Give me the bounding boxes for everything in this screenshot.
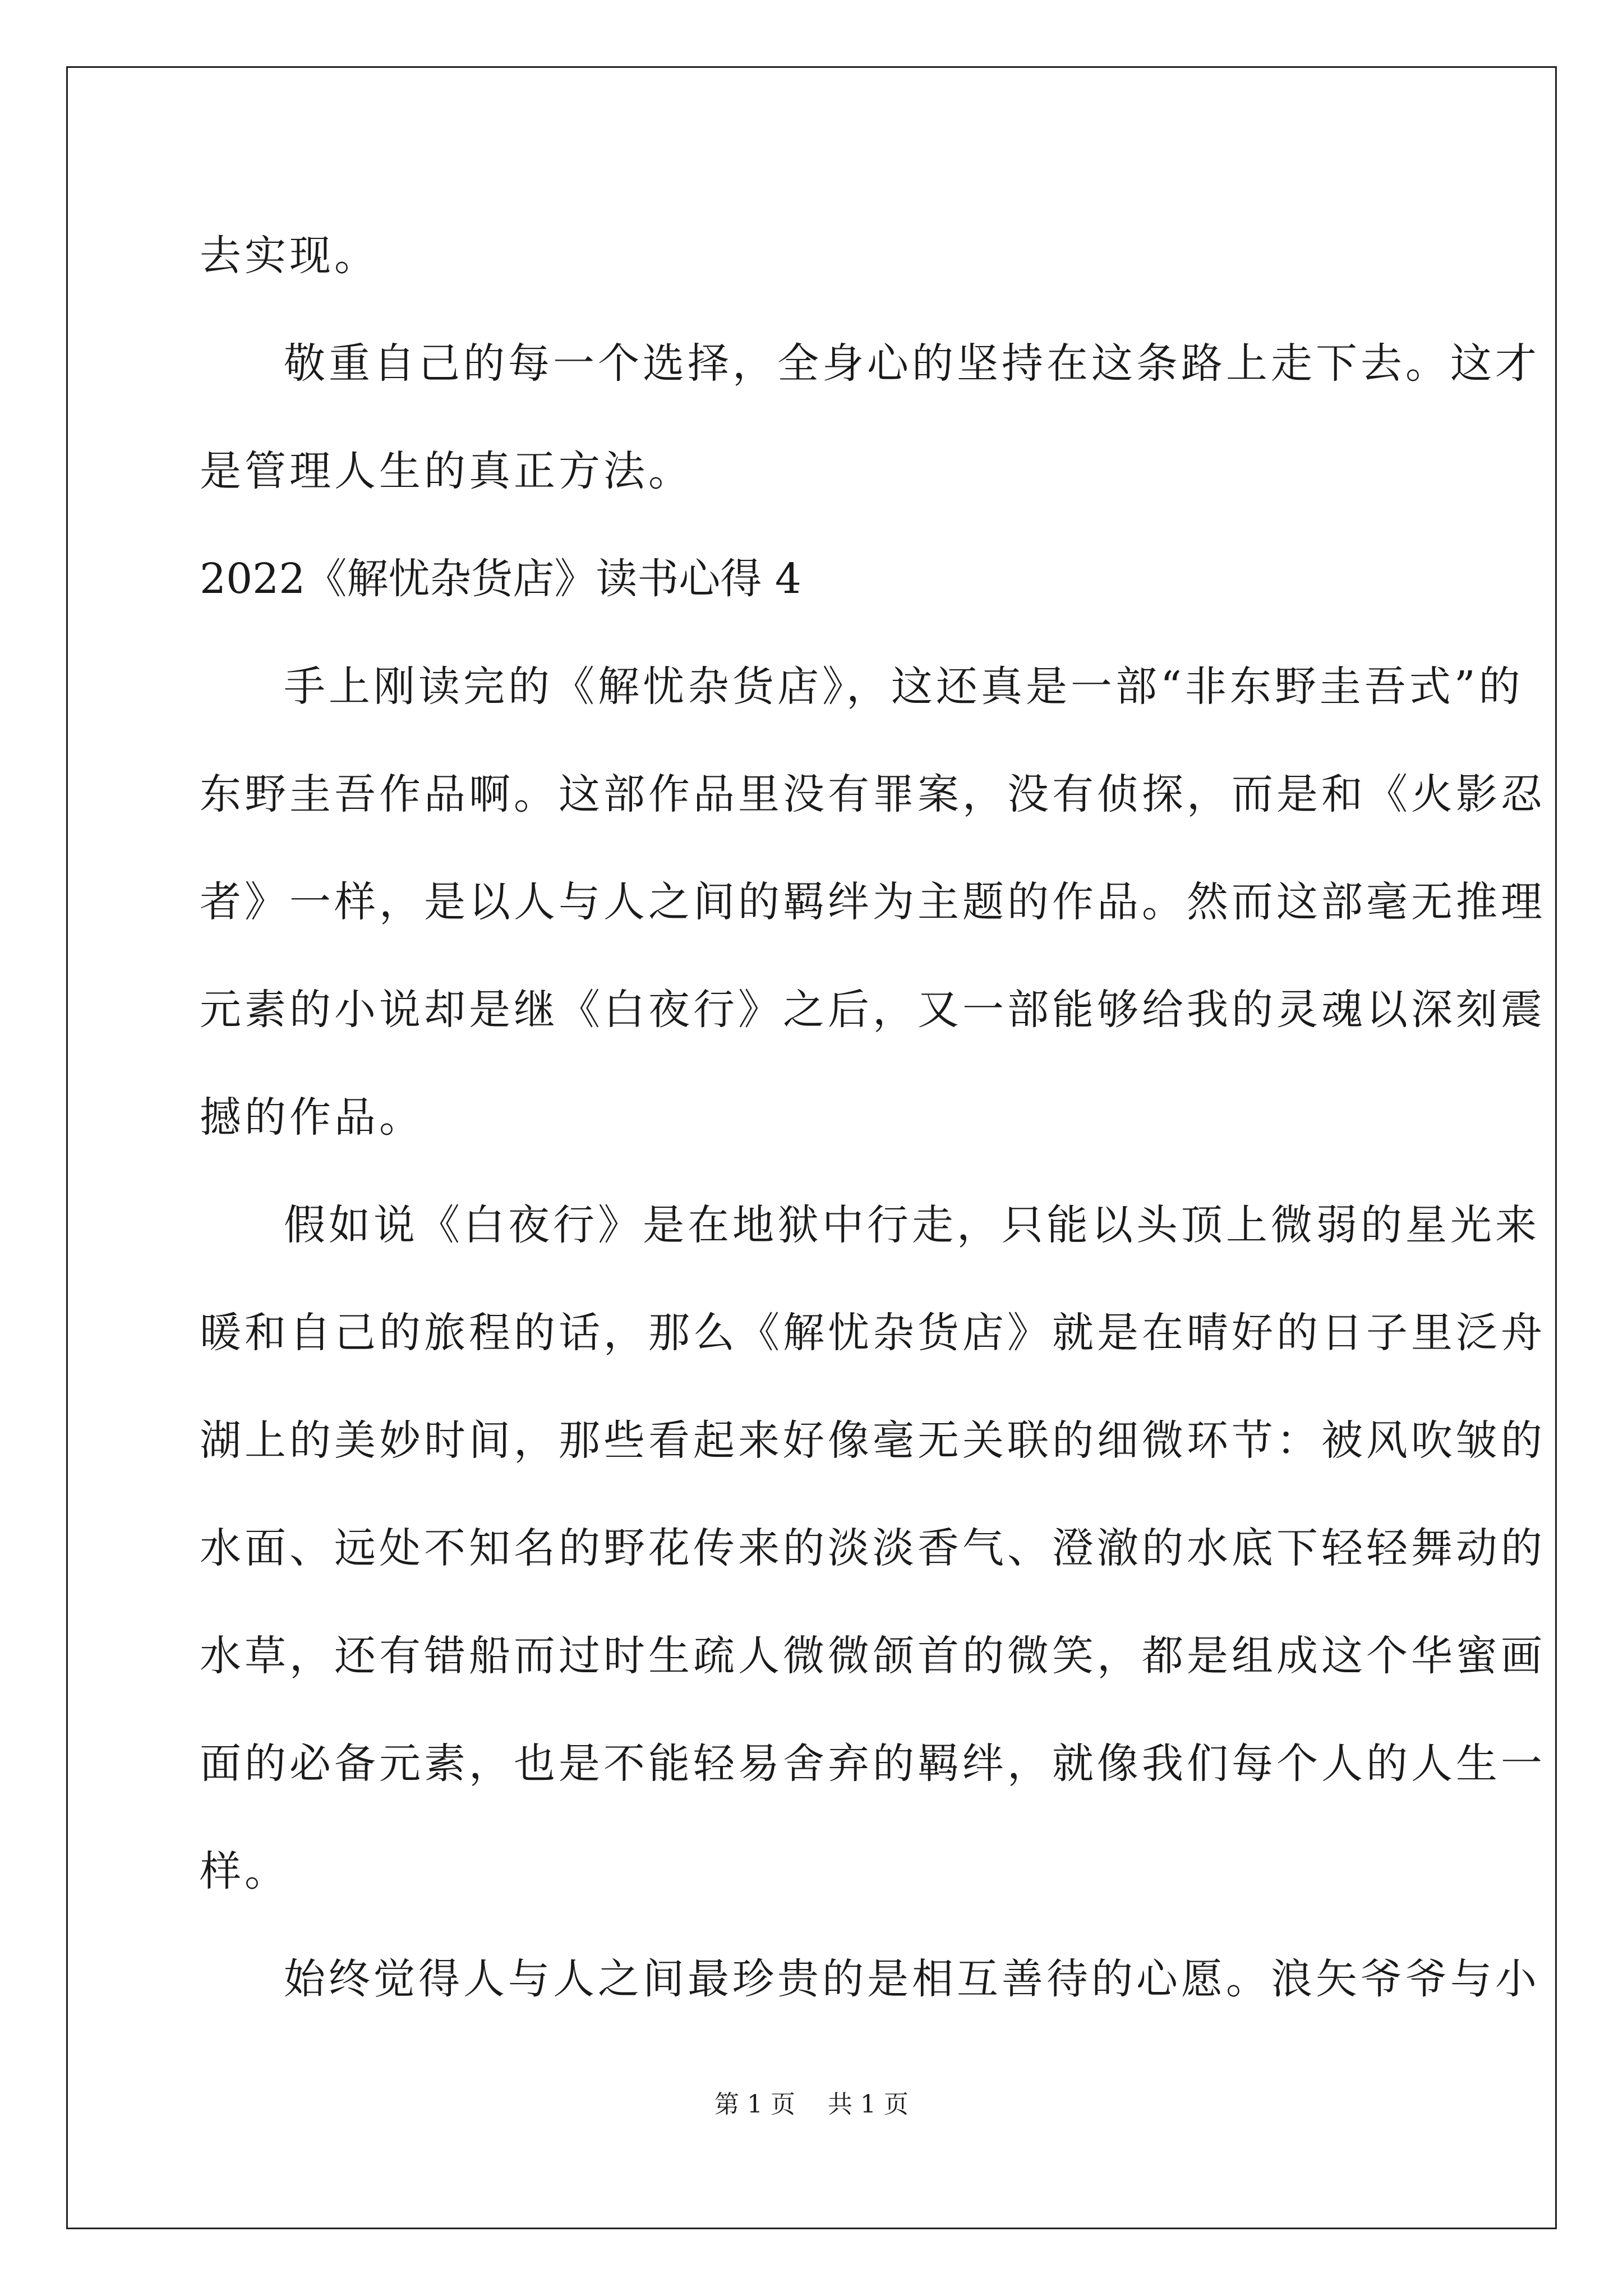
paragraph-line: 始终觉得人与人之间最珍贵的是相互善待的心愿。浪矢爷爷与小 (284, 1955, 1540, 2003)
page-total: 共 1 页 (828, 2090, 909, 2119)
page-number: 第 1 页 (714, 2090, 795, 2119)
paragraph-line: 假如说《白夜行》是在地狱中行走，只能以头顶上微弱的星光来 (284, 1201, 1540, 1249)
paragraph-line: 去实现。 (200, 232, 379, 280)
paragraph-line: 东野圭吾作品啊。这部作品里没有罪案，没有侦探，而是和《火影忍 (200, 770, 1546, 818)
paragraph-line: 是管理人生的真正方法。 (200, 447, 693, 495)
paragraph-line: 敬重自己的每一个选择，全身心的坚持在这条路上走下去。这才 (284, 339, 1540, 388)
paragraph-line: 面的必备元素，也是不能轻易舍弃的羁绊，就像我们每个人的人生一 (200, 1740, 1546, 1788)
paragraph-line: 撼的作品。 (200, 1093, 424, 1142)
document-body (200, 202, 1546, 2033)
paragraph-line: 样。 (200, 1847, 289, 1895)
paragraph-line: 水面、远处不知名的野花传来的淡淡香气、澄澈的水底下轻轻舞动的 (200, 1524, 1546, 1572)
page-footer (0, 2084, 1623, 2120)
paragraph-line: 手上刚读完的《解忧杂货店》，这还真是一部“非东野圭吾式”的 (284, 662, 1524, 711)
paragraph-line: 暖和自己的旅程的话，那么《解忧杂货店》就是在晴好的日子里泛舟 (200, 1309, 1546, 1357)
paragraph-line: 元素的小说却是继《白夜行》之后，又一部能够给我的灵魂以深刻震 (200, 986, 1546, 1034)
section-heading: 2022《解忧杂货店》读书心得 4 (200, 555, 801, 603)
paragraph-line: 者》一样，是以人与人之间的羁绊为主题的作品。然而这部毫无推理 (200, 878, 1546, 926)
paragraph-line: 湖上的美妙时间，那些看起来好像毫无关联的细微环节：被风吹皱的 (200, 1416, 1546, 1465)
paragraph-line: 水草，还有错船而过时生疏人微微颌首的微笑，都是组成这个华蜜画 (200, 1632, 1546, 1680)
